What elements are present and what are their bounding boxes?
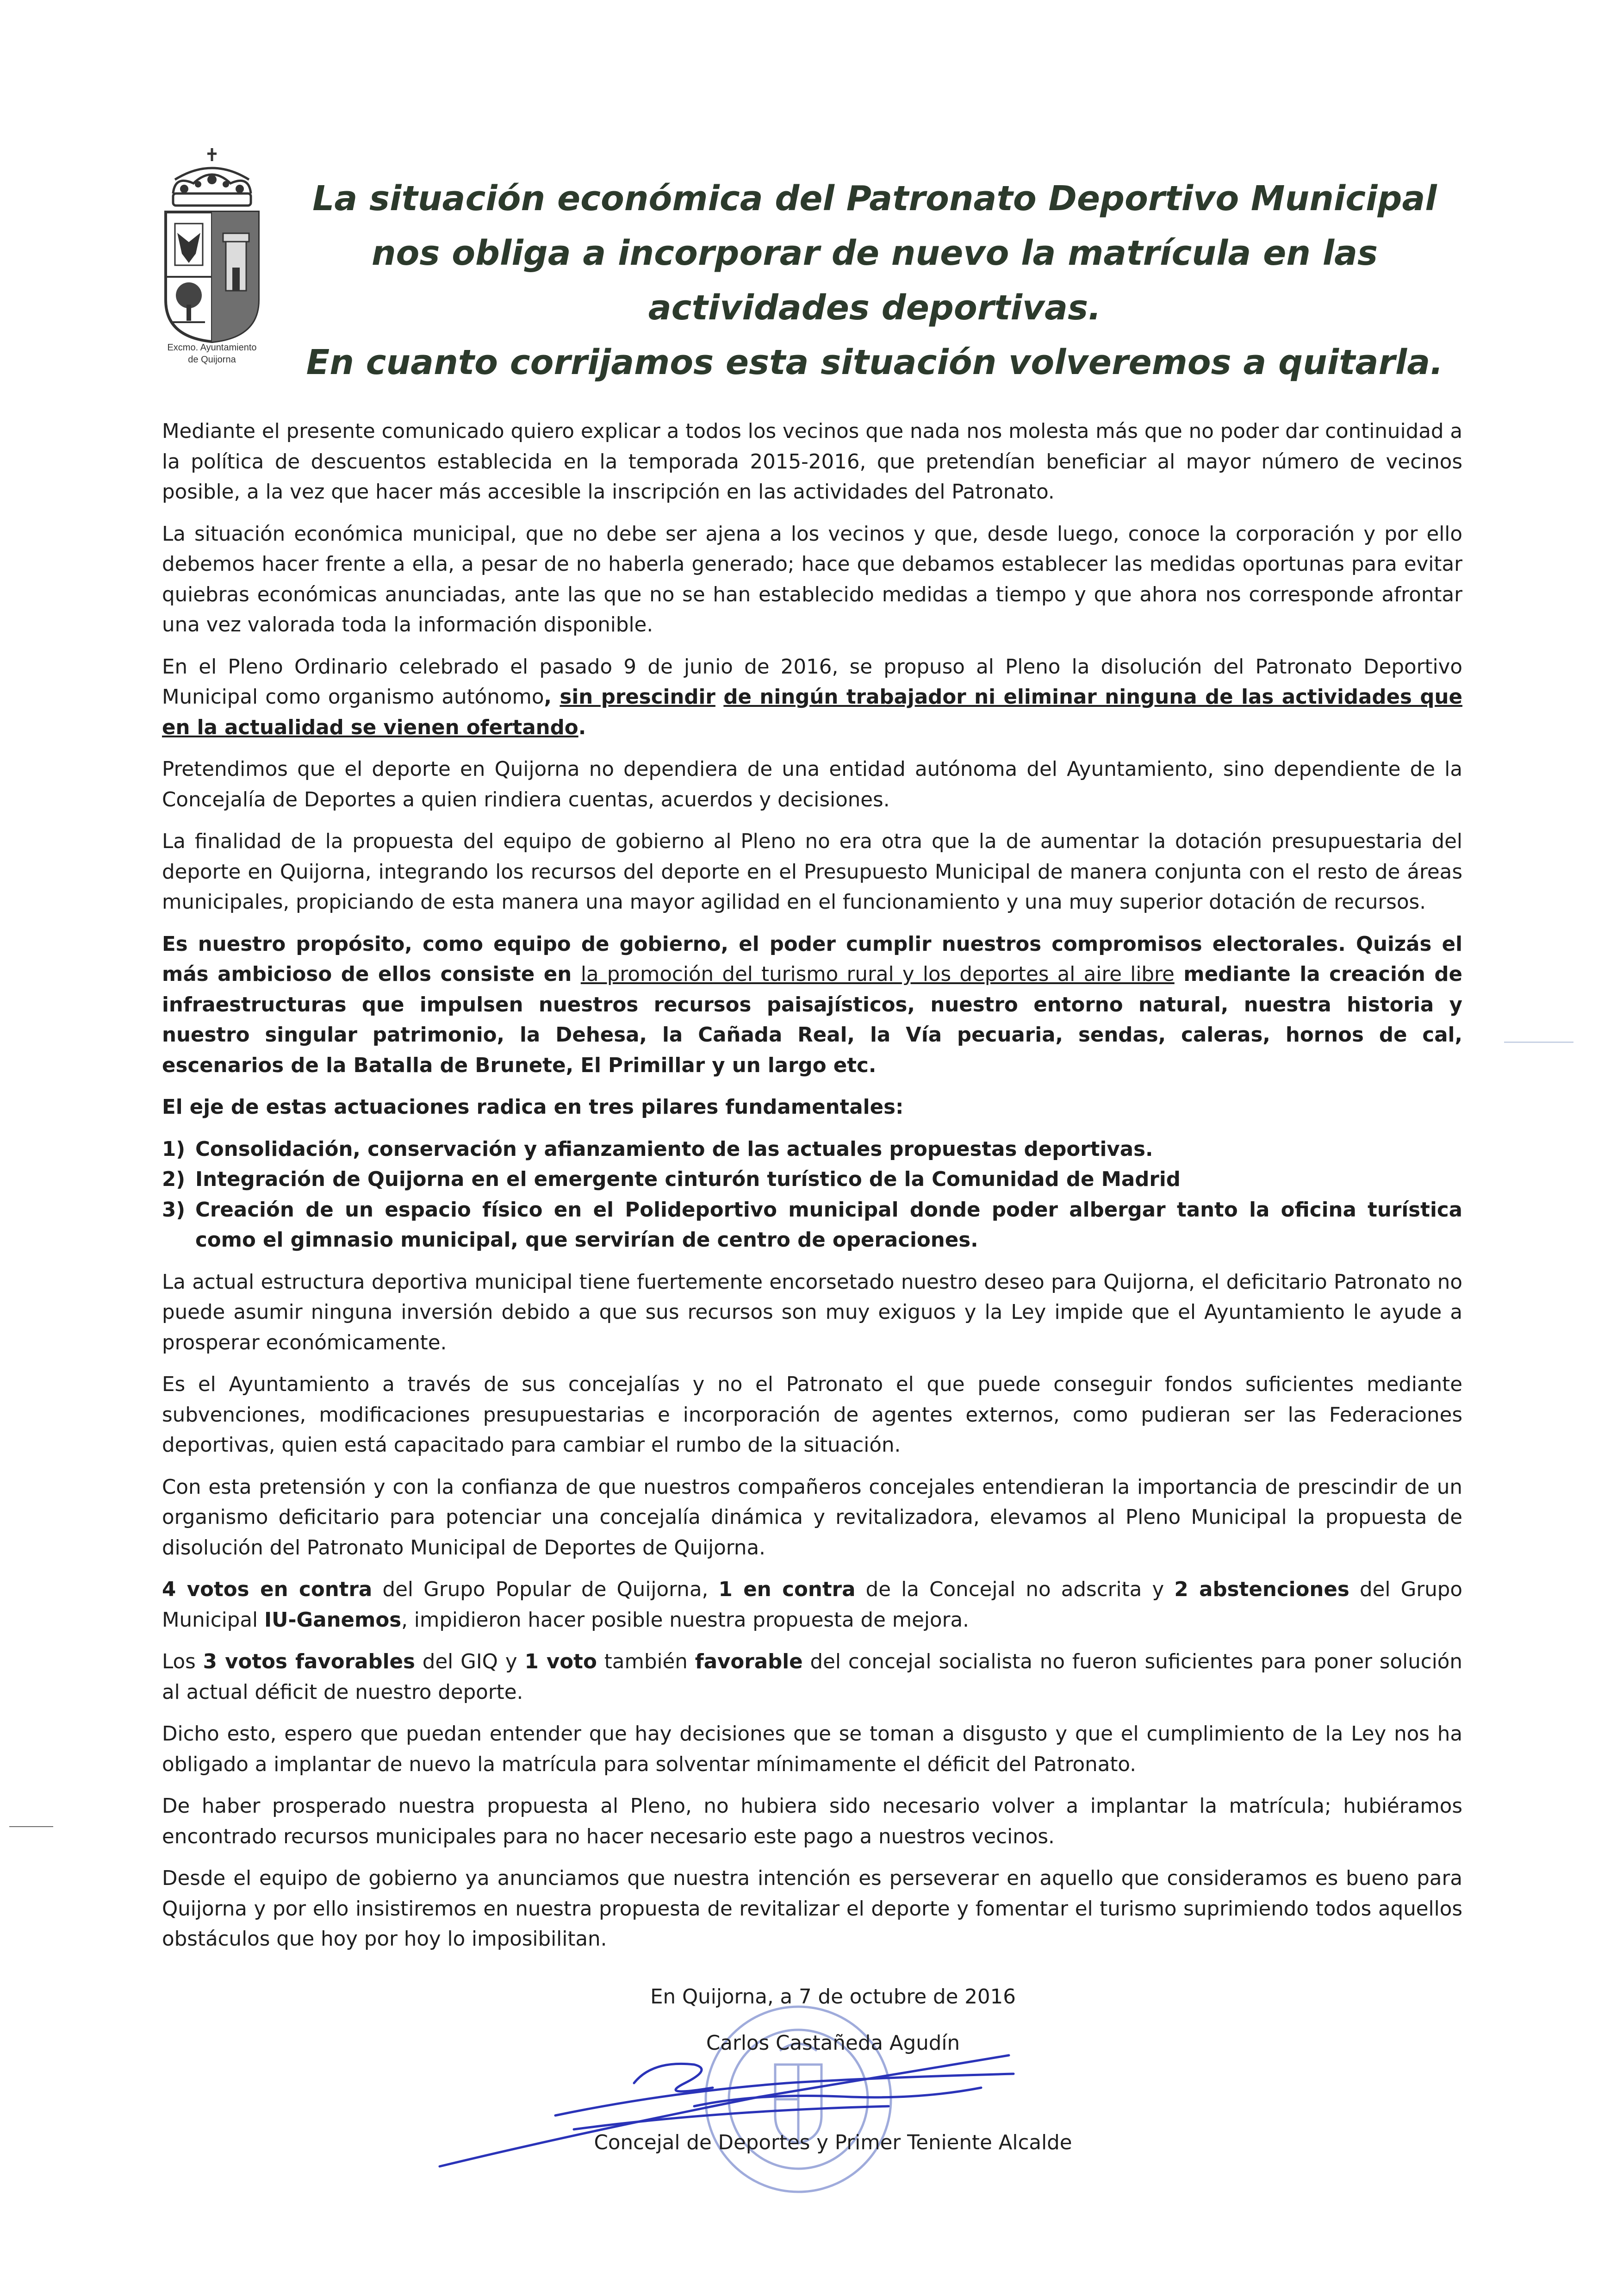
list-item-text: Integración de Quijorna en el emergente cinturón turístico de la Comunidad de Madrid	[195, 1168, 1181, 1191]
paragraph-closing: Desde el equipo de gobierno ya anunciamos que nuestra intención es perseverar en aquello que consideramos es bueno para Quijorna y por ello insistiremos en nuestra propuesta de revitalizar el deporte y fomentar el turismo suprimiendo todos aquellos obstáculos que hoy por hoy lo imposibilitan.	[162, 1867, 1462, 1951]
p11-e: 2 abstenciones	[1174, 1578, 1349, 1601]
p7-text: El eje de estas actuaciones radica en tres pilares fundamentales:	[162, 1096, 904, 1119]
list-item-number: 3)	[162, 1198, 186, 1222]
p12-f: favorable	[695, 1650, 803, 1673]
p12-a: Los	[162, 1650, 203, 1673]
list-item-text: Creación de un espacio físico en el Polideportivo municipal donde poder albergar tanto la oficina turística como el gimnasio municipal, que servirían de centro de operaciones.	[195, 1198, 1462, 1252]
p11-a: 4 votos en contra	[162, 1578, 373, 1601]
scan-artifact	[9, 1826, 53, 1827]
crest-caption	[147, 342, 277, 366]
p12-e: también	[597, 1650, 695, 1673]
p3-underlined-1: sin prescindir	[560, 686, 715, 709]
signatory-role: Concejal de Deportes y Primer Teniente Alcalde	[594, 2131, 1072, 2154]
title-line-1: La situación económica del Patronato Deportivo Municipal	[312, 179, 1437, 218]
p6-underlined: la promoción del turismo rural y los deportes al aire libre	[580, 963, 1175, 986]
paragraph-votes-against	[162, 1575, 1462, 1635]
signatory-name: Carlos Castañeda Agudín	[706, 2032, 960, 2055]
p3-comma: ,	[544, 686, 560, 709]
paragraph-pretension: Con esta pretensión y con la confianza de que nuestros compañeros concejales entendieran la importancia de prescindir de un organismo deficitario para potenciar una concejalía dinámica y revitalizadora, elevamos al Pleno Municipal la propuesta de disolución del Patronato Municipal de Deportes de Quijorna.	[162, 1475, 1462, 1560]
p11-h: , impidieron hacer posible nuestra propuesta de mejora.	[401, 1608, 969, 1632]
p6-text-a: Es nuestro propósito, como equipo de gobierno, el poder cumplir nuestros compromisos electorales. Quizás el más ambicioso de ellos consiste en	[162, 932, 1462, 986]
paragraph-economic-situation: La situación económica municipal, que no debe ser ajena a los vecinos y que, desde luego, conoce la corporación y por ello debemos hacer frente a ella, a pesar de no haberla generado; hace que debamos establecer las medidas oportunas para evitar quiebras económicas anunciadas, ante las que no se han establecido medidas a tiempo y que ahora nos corresponde afrontar una vez valorada toda la información disponible.	[162, 522, 1462, 636]
p12-g: del concejal socialista no fueron suficientes para poner solución al actual déficit de nuestro deporte.	[162, 1650, 1462, 1704]
p6-text-c: mediante la creación de infraestructuras que impulsen nuestros recursos paisajísticos, nuestro entorno natural, nuestra historia y nuestro singular patrimonio, la Dehesa, la Cañada Real, la Vía pecuaria, sendas, caleras, hornos de cal, escenarios de la Batalla de Brunete, El Primillar y un largo etc.	[162, 963, 1463, 1077]
p3-underlined-2: de ningún trabajador ni eliminar ninguna de las actividades que en la actualidad se vienen ofertando	[162, 686, 1462, 739]
paragraph-decisions: Dicho esto, espero que puedan entender que hay decisiones que se toman a disgusto y que el cumplimiento de la Ley nos ha obligado a implantar de nuevo la matrícula para solventar mínimamente el déficit del Patronato.	[162, 1722, 1462, 1776]
p3-text: En el Pleno Ordinario celebrado el pasado 9 de junio de 2016, se propuso al Pleno la disolución del Patronato Deportivo Municipal como organismo autónomo	[162, 655, 1462, 709]
list-item	[162, 1135, 1462, 1165]
p11-b: del Grupo Popular de Quijorna,	[372, 1578, 719, 1601]
paragraph-commitments	[162, 930, 1462, 1081]
scan-artifact	[1504, 1042, 1573, 1043]
pillars-list	[162, 1135, 1462, 1256]
crest-caption-line-1: Excmo. Ayuntamiento	[167, 343, 257, 353]
paragraph-intro: Mediante el presente comunicado quiero explicar a todos los vecinos que nada nos molesta más que no poder dar continuidad a la política de descuentos establecida en la temporada 2015-2016, que pretendían beneficiar al mayor número de vecinos posible, a la vez que hacer más accesible la inscripción en las actividades del Patronato.	[162, 420, 1462, 504]
p3-space	[715, 686, 723, 709]
list-item-number: 2)	[162, 1168, 186, 1191]
letter-body	[162, 417, 1462, 1966]
p12-d: 1 voto	[524, 1650, 597, 1673]
handwritten-signature	[435, 2028, 1027, 2171]
paragraph-pillars-intro	[162, 1092, 1462, 1123]
crest-caption-line-2: de Quijorna	[188, 355, 236, 365]
paragraph-current-structure: La actual estructura deportiva municipal tiene fuertemente encorsetado nuestro deseo para Quijorna, el deficitario Patronato no puede asumir ninguna inversión debido a que sus recursos son muy exiguos y la Ley impide que el Ayuntamiento le ayude a prosperar económicamente.	[162, 1270, 1462, 1354]
list-item-text: Consolidación, conservación y afianzamiento de las actuales propuestas deportivas.	[195, 1137, 1153, 1161]
paragraph-pleno-proposal	[162, 652, 1462, 743]
list-item	[162, 1165, 1462, 1195]
title-line-3: actividades deportivas.	[648, 288, 1101, 328]
p12-c: del GIQ y	[415, 1650, 525, 1673]
page-title	[278, 171, 1472, 390]
paragraph-intention: Pretendimos que el deporte en Quijorna no dependiera de una entidad autónoma del Ayuntamiento, sino dependiente de la Concejalía de Deportes a quien rindiera cuentas, acuerdos y decisiones.	[162, 758, 1462, 811]
title-line-4: En cuanto corrijamos esta situación volveremos a quitarla.	[306, 343, 1443, 382]
p12-b: 3 votos favorables	[203, 1650, 415, 1673]
place-and-date: En Quijorna, a 7 de octubre de 2016	[650, 1985, 1016, 2009]
paragraph-ayuntamiento-funds: Es el Ayuntamiento a través de sus concejalías y no el Patronato el que puede conseguir fondos suficientes mediante subvenciones, modificaciones presupuestarias e incorporación de agentes externos, como pudieran ser las Federaciones deportivas, quien está capacitado para cambiar el rumbo de la situación.	[162, 1373, 1462, 1457]
p11-d: de la Concejal no adscrita y	[855, 1578, 1175, 1601]
list-item	[162, 1195, 1462, 1256]
list-item-number: 1)	[162, 1137, 186, 1161]
paragraph-purpose: La finalidad de la propuesta del equipo de gobierno al Pleno no era otra que la de aumentar la dotación presupuestaria del deporte en Quijorna, integrando los recursos del deporte en el Presupuesto Municipal de manera conjunta con el resto de áreas municipales, propiciando de esta manera una mayor agilidad en el funcionamiento y una muy superior dotación de recursos.	[162, 830, 1462, 914]
p11-c: 1 en contra	[718, 1578, 856, 1601]
paragraph-hypothetical: De haber prosperado nuestra propuesta al Pleno, no hubiera sido necesario volver a implantar la matrícula; hubiéramos encontrado recursos municipales para no hacer necesario este pago a nuestros vecinos.	[162, 1795, 1462, 1848]
p11-g: IU-Ganemos	[264, 1608, 402, 1632]
p3-period: .	[578, 716, 586, 739]
paragraph-votes-favorable	[162, 1647, 1462, 1708]
p11-f: del Grupo Municipal	[162, 1578, 1462, 1632]
title-line-2: nos obliga a incorporar de nuevo la matrícula en las	[371, 233, 1378, 273]
